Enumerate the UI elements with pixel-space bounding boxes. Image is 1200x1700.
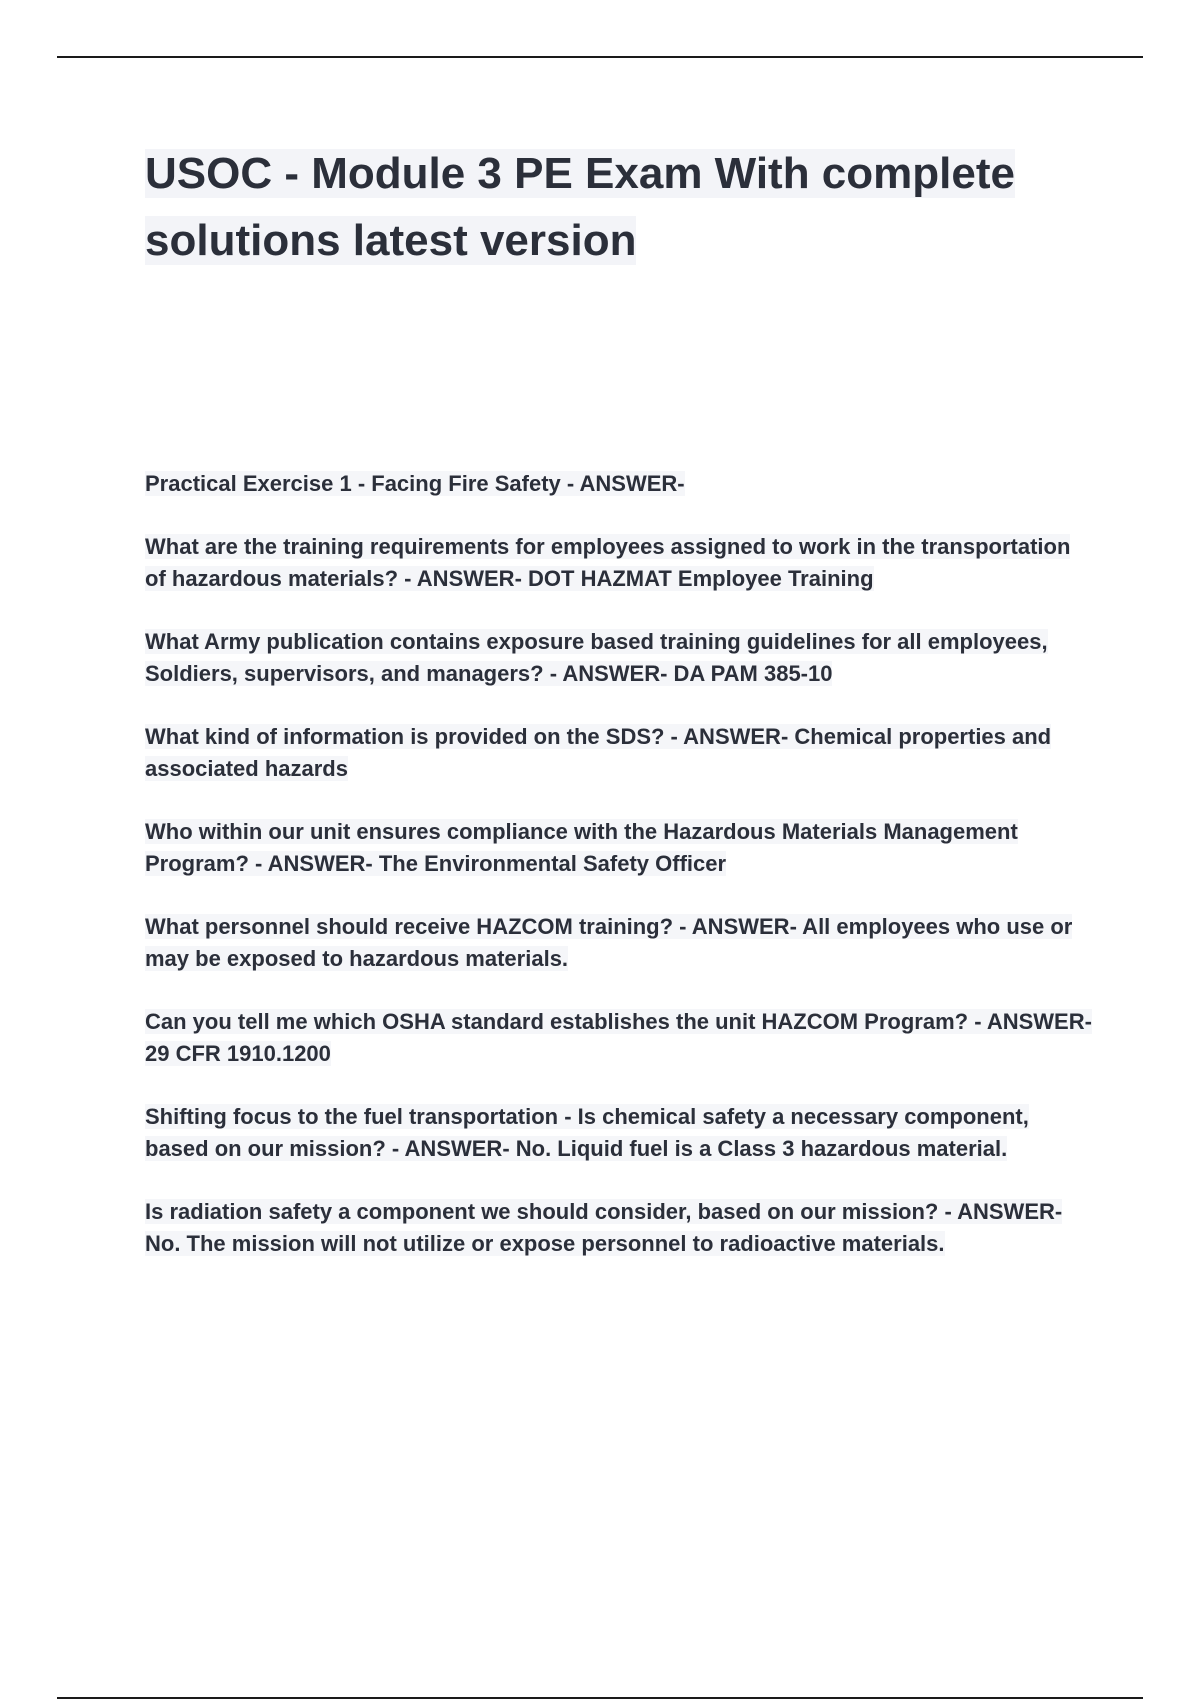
top-rule <box>57 56 1143 58</box>
qa-entry: What personnel should receive HAZCOM training? - ANSWER- All employees who use or may be exposed to hazardous materials. <box>145 914 1073 971</box>
qa-entry: What Army publication contains exposure based training guidelines for all employees, Soldiers, supervisors, and managers? - ANSWER- DA PAM 385-10 <box>145 629 1048 686</box>
title-block <box>145 140 1095 274</box>
qa-entry: Can you tell me which OSHA standard establishes the unit HAZCOM Program? - ANSWER- 29 CFR 1910.1200 <box>145 1009 1092 1066</box>
qa-list <box>145 468 1095 1291</box>
qa-entry: Is radiation safety a component we should consider, based on our mission? - ANSWER- No. The mission will not utilize or expose personnel to radioactive materials. <box>145 1199 1063 1256</box>
qa-entry: Shifting focus to the fuel transportation - Is chemical safety a necessary component, based on our mission? - ANSWER- No. Liquid fuel is a Class 3 hazardous material. <box>145 1104 1029 1161</box>
bottom-rule <box>57 1697 1143 1699</box>
document-title: USOC - Module 3 PE Exam With complete solutions latest version <box>145 149 1015 265</box>
qa-entry: Practical Exercise 1 - Facing Fire Safety - ANSWER- <box>145 471 685 496</box>
qa-entry: Who within our unit ensures compliance with the Hazardous Materials Management Program? - ANSWER- The Environmental Safety Officer <box>145 819 1018 876</box>
qa-entry: What are the training requirements for employees assigned to work in the transportation of hazardous materials? - ANSWER- DOT HAZMAT Employee Training <box>145 534 1071 591</box>
qa-entry: What kind of information is provided on the SDS? - ANSWER- Chemical properties and associated hazards <box>145 724 1052 781</box>
